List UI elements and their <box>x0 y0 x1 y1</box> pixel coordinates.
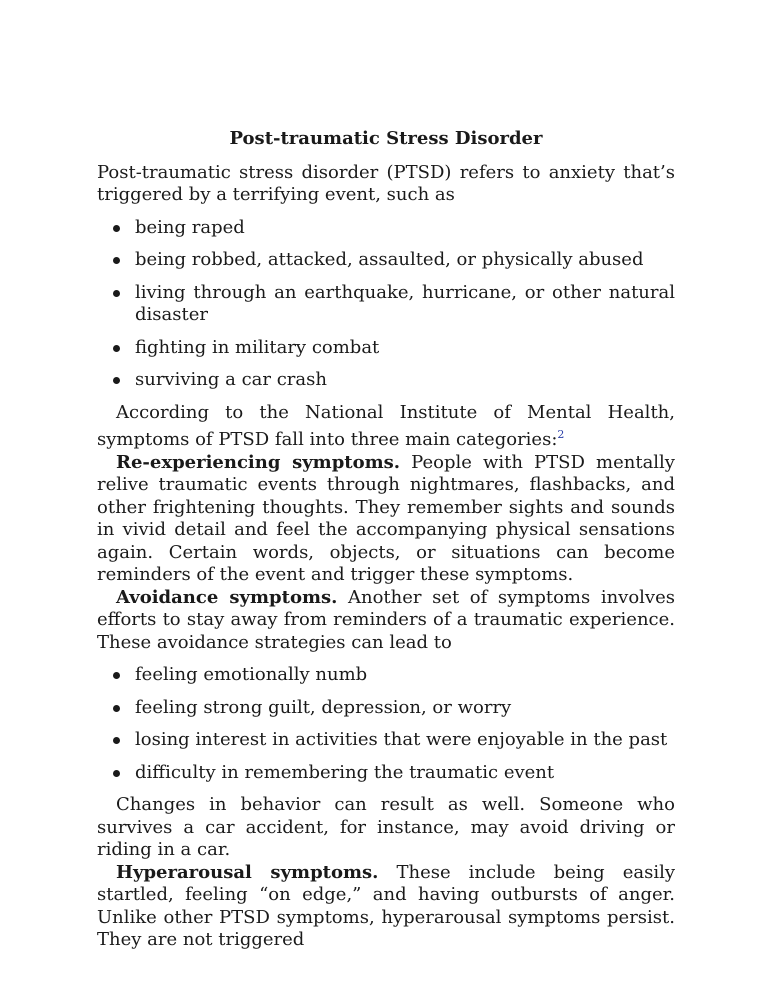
reexperiencing-text: People with PTSD mentally relive traumatic events through nightmares, flashbacks, and other frightening thoughts. They remember sights and sounds in vivid detail and feel the accompanying physical sensations again. Certain words, objects, or situations can become reminders of the event and trigger these symptoms. <box>97 451 675 585</box>
avoidance-list <box>97 664 675 784</box>
nimh-paragraph <box>97 402 675 452</box>
list-item: being robbed, attacked, assaulted, or physically abused <box>97 249 675 272</box>
intro-paragraph: Post-traumatic stress disorder (PTSD) refers to anxiety that’s triggered by a terrifying event, such as <box>97 161 675 205</box>
hyperarousal-heading: Hyperarousal symptoms. <box>116 861 379 883</box>
events-list <box>97 217 675 392</box>
reexperiencing-heading: Re-experiencing symptoms. <box>116 451 401 473</box>
list-item: feeling strong guilt, depression, or worry <box>97 697 675 720</box>
nimh-text: According to the National Institute of Mental Health, symptoms of PTSD fall into three main categories: <box>97 401 675 450</box>
list-item: being raped <box>97 217 675 240</box>
list-item: losing interest in activities that were enjoyable in the past <box>97 729 675 752</box>
list-item: fighting in military combat <box>97 337 675 360</box>
list-item: living through an earthquake, hurricane, or other natural disaster <box>97 282 675 327</box>
hyperarousal-text: These include being easily startled, feeling “on edge,” and having outbursts of anger. Unlike other PTSD symptoms, hyperarousal symptoms persist. They are not triggered <box>97 861 675 950</box>
list-item: difficulty in remembering the traumatic event <box>97 762 675 785</box>
reexperiencing-paragraph <box>97 452 675 587</box>
page-title: Post-traumatic Stress Disorder <box>229 128 543 149</box>
list-item: feeling emotionally numb <box>97 664 675 687</box>
behavior-paragraph: Changes in behavior can result as well. Someone who survives a car accident, for instance, may avoid driving or riding in a car. <box>97 794 675 860</box>
avoidance-text: Another set of symptoms involves efforts to stay away from reminders of a traumatic experience. These avoidance strategies can lead to <box>97 586 675 653</box>
list-item: surviving a car crash <box>97 369 675 392</box>
avoidance-paragraph <box>97 587 675 655</box>
footnote-link[interactable]: 2 <box>557 428 565 441</box>
avoidance-heading: Avoidance symptoms. <box>116 586 338 608</box>
hyperarousal-paragraph <box>97 862 675 952</box>
